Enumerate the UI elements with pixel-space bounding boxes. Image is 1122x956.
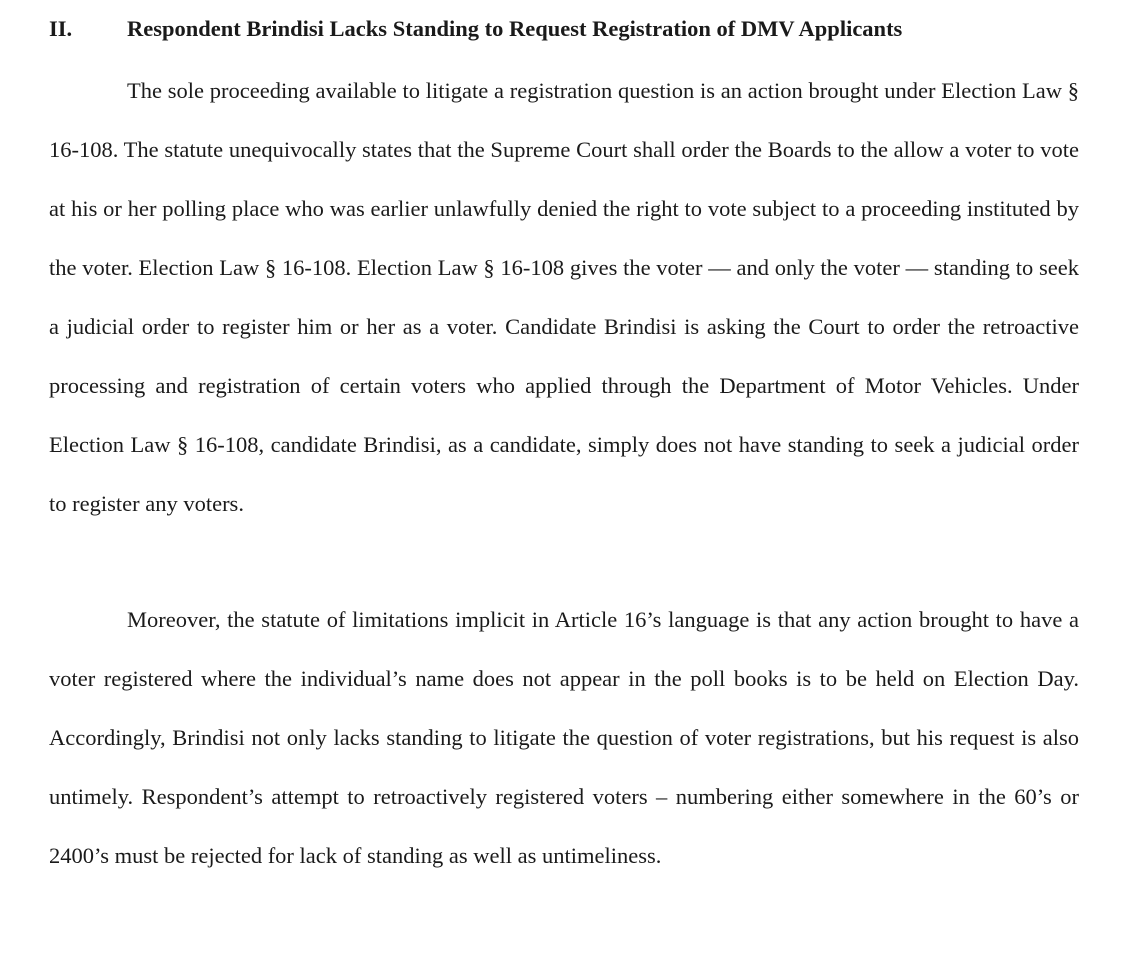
section-number: II. (49, 16, 73, 41)
paragraph-standing: The sole proceeding available to litigate a registration question is an action brought under Election Law § 16-108. The statute unequivocally states that the Supreme Court shall order the Boards to the allow a voter to vote at his or her polling place who was earlier unlawfully denied the right to vote subject to a proceeding instituted by the voter. Election Law § 16-108. Election Law § 16-108 gives the voter — and only the voter — standing to seek a judicial order to register him or her as a voter. Candidate Brindisi is asking the Court to order the retroactive processing and registration of certain voters who applied through the Department of Motor Vehicles. Under Election Law § 16-108, candidate Brindisi, as a candidate, simply does not have standing to seek a judicial order to register any voters. (49, 78, 1079, 516)
section-title: Respondent Brindisi Lacks Standing to Request Registration of DMV Applicants (127, 16, 903, 41)
paragraph-timeliness: Moreover, the statute of limitations implicit in Article 16’s language is that any action brought to have a voter registered where the individual’s name does not appear in the poll books is to be held on Election Day. Accordingly, Brindisi not only lacks standing to litigate the question of voter registrations, but his request is also untimely. Respondent’s attempt to retroactively registered voters – numbering either somewhere in the 60’s or 2400’s must be rejected for lack of standing as well as untimeliness. (49, 607, 1079, 868)
